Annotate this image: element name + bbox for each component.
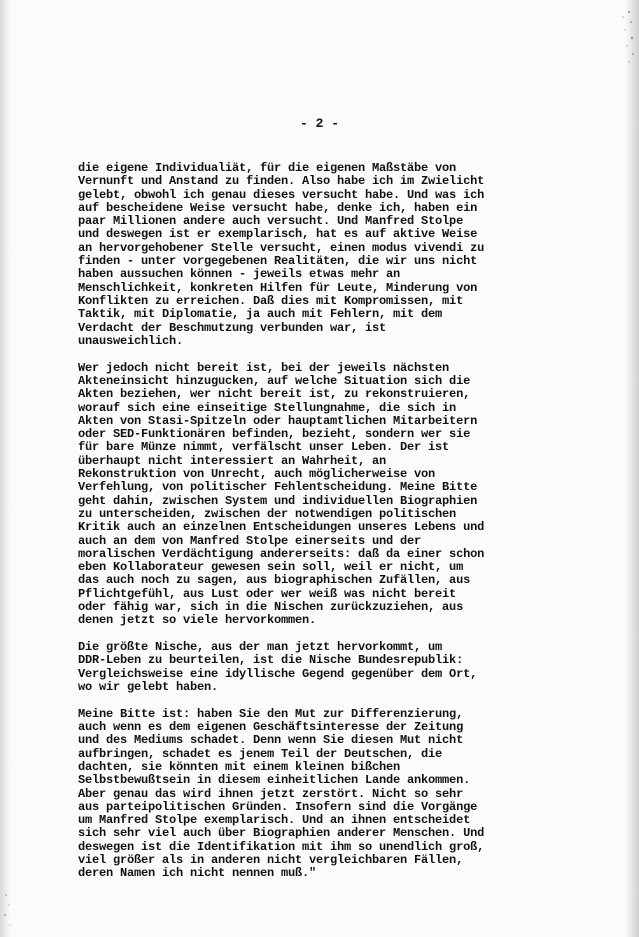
- text-line: Vernunft und Anstand zu finden. Also habe ich im Zwielicht: [78, 174, 485, 189]
- text-line: denen jetzt so viele hervorkommen.: [78, 613, 317, 628]
- text-line: Konflikten zu erreichen. Daß dies mit Kompromissen, mit: [78, 293, 464, 308]
- paragraph: [78, 641, 618, 694]
- text-line: und deswegen ist er exemplarisch, hat es auf aktive Weise: [78, 227, 478, 242]
- text-line: Verdacht der Beschmutzung verbunden war, ist: [78, 320, 387, 335]
- text-line: deswegen ist die Identifikation mit ihm so unendlich groß,: [78, 839, 485, 854]
- text-line: auf bescheidene Weise versucht habe, denke ich, haben ein: [78, 200, 478, 215]
- text-line: Vergleichsweise eine idyllische Gegend gegenüber dem Ort,: [78, 666, 478, 681]
- scan-speckle-bottom-left: [2, 891, 16, 931]
- text-line: haben aussuchen können - jeweils etwas mehr an: [78, 267, 401, 282]
- text-line: oder SED-Funktionären befinden, bezieht, sondern wer sie: [78, 427, 471, 442]
- text-line: eben Kollaborateur gewesen sein soll, weil er nicht, um: [78, 560, 464, 575]
- text-line: für bare Münze nimmt, verfälscht unser Leben. Der ist: [78, 440, 450, 455]
- text-line: Aber genau das wird ihnen jetzt zerstört. Nicht so sehr: [78, 786, 464, 801]
- text-line: Meine Bitte ist: haben Sie den Mut zur Differenzierung,: [78, 706, 464, 721]
- text-line: Pflichtgefühl, aus Lust oder wer weiß was nicht bereit: [78, 586, 457, 601]
- text-line: an hervorgehobener Stelle versucht, einen modus vivendi zu: [78, 240, 485, 255]
- text-line: deren Namen ich nicht nennen muß.": [78, 866, 317, 881]
- text-line: geht dahin, zwischen System und individuellen Biographien: [78, 493, 478, 508]
- text-line: die eigene Individualiät, für die eigenen Maßstäbe von: [78, 161, 457, 175]
- paragraph: [78, 162, 618, 348]
- text-line: finden - unter vorgegebenen Realitäten, die wir uns nicht: [78, 254, 478, 269]
- text-line: auch wenn es dem eigenen Geschäftsinteresse der Zeitung: [78, 720, 464, 735]
- paragraph: [78, 708, 618, 881]
- text-line: das auch noch zu sagen, aus biographischen Zufällen, aus: [78, 573, 471, 588]
- text-line: oder fähig war, sich in die Nischen zurückzuziehen, aus: [78, 600, 464, 614]
- text-line: Akten beziehen, wer nicht bereit ist, zu rekonstruieren,: [78, 387, 471, 402]
- text-line: dachten, sie könnten mit einem kleinen bißchen: [78, 759, 401, 774]
- text-line: zu unterscheiden, zwischen der notwendigen politischen: [78, 506, 457, 521]
- text-line: überhaupt nicht interessiert an Wahrheit, an: [78, 453, 387, 468]
- text-line: DDR-Leben zu beurteilen, ist die Nische Bundesrepublik:: [78, 653, 464, 668]
- text-line: Verfehlung, von politischer Fehlentscheidung. Meine Bitte: [78, 480, 478, 495]
- text-line: Selbstbewußtsein in diesem einheitlichen Lande ankommen.: [78, 773, 471, 788]
- text-line: auch an dem von Manfred Stolpe einerseits und der: [78, 533, 422, 548]
- text-line: Menschlichkeit, konkreten Hilfen für Leute, Minderung von: [78, 280, 478, 295]
- text-line: Taktik, mit Diplomatie, ja auch mit Fehlern, mit dem: [78, 307, 443, 322]
- text-line: worauf sich eine einseitige Stellungnahme, die sich in: [78, 400, 457, 415]
- paragraph: [78, 362, 618, 628]
- text-line: moralischen Verdächtigung andererseits: daß da einer schon: [78, 546, 485, 561]
- body-text: [78, 162, 618, 894]
- text-line: viel größer als in anderen nicht vergleichbaren Fällen,: [78, 853, 464, 868]
- scan-speckle-top-right: [605, 8, 635, 68]
- text-line: unausweichlich.: [78, 333, 184, 348]
- text-line: Rekonstruktion von Unrecht, auch möglicherweise von: [78, 467, 436, 482]
- text-line: Akten von Stasi-Spitzeln oder hauptamtlichen Mitarbeitern: [78, 413, 478, 428]
- text-line: Kritik auch an einzelnen Entscheidungen unseres Lebens und: [78, 520, 485, 535]
- text-line: Akteneinsicht hinzugucken, auf welche Situation sich die: [78, 373, 471, 388]
- text-line: aufbringen, schadet es jenem Teil der Deutschen, die: [78, 746, 443, 761]
- text-line: Die größte Nische, aus der man jetzt hervorkommt, um: [78, 640, 443, 655]
- text-line: und des Mediums schadet. Denn wenn Sie diesen Mut nicht: [78, 733, 464, 748]
- text-line: um Manfred Stolpe exemplarisch. Und an ihnen entscheidet: [78, 813, 471, 828]
- page-number: - 2 -: [299, 116, 339, 131]
- text-line: gelebt, obwohl ich genau dieses versucht habe. Und was ich: [78, 187, 485, 202]
- text-line: sich sehr viel auch über Biographien anderer Menschen. Und: [78, 826, 485, 841]
- text-line: wo wir gelebt haben.: [78, 679, 219, 694]
- scan-edge-left: [0, 0, 10, 937]
- text-line: Wer jedoch nicht bereit ist, bei der jeweils nächsten: [78, 360, 450, 375]
- scan-edge-right: [625, 0, 639, 937]
- text-line: aus parteipolitischen Gründen. Insofern sind die Vorgänge: [78, 799, 478, 814]
- text-line: paar Millionen andere auch versucht. Und Manfred Stolpe: [78, 214, 464, 229]
